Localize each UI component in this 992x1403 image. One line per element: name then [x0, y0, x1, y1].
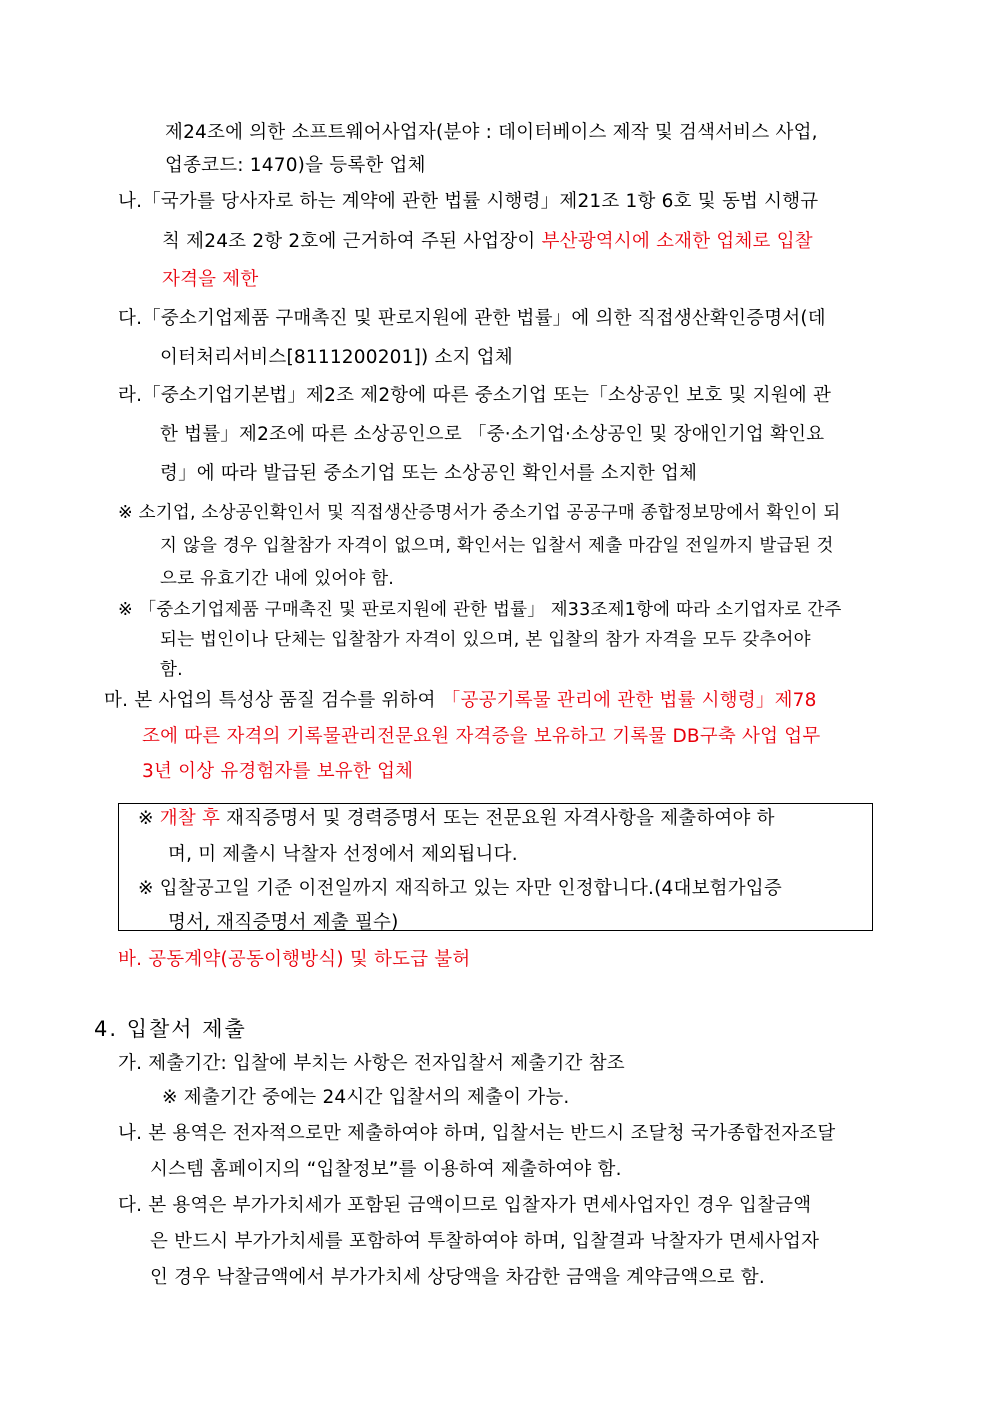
sec4-item-da-line1: 다. 본 용역은 부가가치세가 포함된 금액이므로 입찰자가 면세사업자인 경우 입찰금액: [118, 1195, 812, 1216]
item-na-line2: 칙 제24조 2항 2호에 근거하여 주된 사업장이 부산광역시에 소재한 업체로 입찰: [162, 231, 813, 252]
notice-box-line1: ※ 개찰 후 재직증명서 및 경력증명서 또는 전문요원 자격사항을 제출하여야 하: [138, 808, 775, 829]
item-ra-line3: 령」에 따라 발급된 중소기업 또는 소상공인 확인서를 소지한 업체: [160, 463, 698, 484]
decree-reference-highlight: 「공공기록물 관리에 관한 법률 시행령」제78: [441, 690, 817, 711]
item-ra-line2: 한 법률」제2조에 따른 소상공인으로 「중·소기업·소상공인 및 장애인기업 확인요: [160, 424, 825, 445]
sec4-item-da-line3: 인 경우 낙찰금액에서 부가가치세 상당액을 차감한 금액을 계약금액으로 함.: [150, 1267, 765, 1288]
item-ma-line1: 마. 본 사업의 특성상 품질 검수를 위하여 「공공기록물 관리에 관한 법률 시행령」제78: [104, 690, 817, 711]
note2-line3: 함.: [160, 660, 183, 680]
item-ma-line2: 조에 따른 자격의 기록물관리전문요원 자격증을 보유하고 기록물 DB구축 사업 업무: [142, 726, 821, 747]
notice-box-line2: 며, 미 제출시 낙찰자 선정에서 제외됩니다.: [168, 844, 518, 865]
notice-box-line3: ※ 입찰공고일 기준 이전일까지 재직하고 있는 자만 인정합니다.(4대보험가입증: [138, 878, 782, 899]
item-da-line1: 다.「중소기업제품 구매촉진 및 판로지원에 관한 법률」에 의한 직접생산확인증명서(데: [118, 308, 826, 329]
sec4-item-ga-note: ※ 제출기간 중에는 24시간 입찰서의 제출이 가능.: [162, 1087, 570, 1108]
section-4-heading: 4. 입찰서 제출: [94, 1017, 247, 1041]
sec4-item-ga: 가. 제출기간: 입찰에 부치는 사항은 전자입찰서 제출기간 참조: [118, 1053, 625, 1074]
item-ga-continuation-line2: 업종코드: 1470)을 등록한 업체: [165, 155, 426, 176]
note1-line2: 지 않을 경우 입찰참가 자격이 없으며, 확인서는 입찰서 제출 마감일 전일까지 발급된 것: [160, 536, 834, 556]
note2-line1: ※ 「중소기업제품 구매촉진 및 판로지원에 관한 법률」 제33조제1항에 따라 소기업자로 간주: [118, 600, 842, 620]
item-da-line2: 이터처리서비스[8111200201]) 소지 업체: [160, 347, 513, 368]
after-opening-highlight: 개찰 후: [159, 808, 221, 829]
item-ba: 바. 공동계약(공동이행방식) 및 하도급 불허: [118, 949, 471, 970]
item-ma-line3: 3년 이상 유경험자를 보유한 업체: [142, 761, 414, 782]
sec4-item-na-line2: 시스템 홈페이지의 “입찰정보”를 이용하여 제출하여야 함.: [150, 1159, 622, 1180]
item-ga-continuation-line1: 제24조에 의한 소프트웨어사업자(분야 : 데이터베이스 제작 및 검색서비스 사업,: [165, 122, 818, 143]
item-ra-line1: 라.「중소기업기본법」제2조 제2항에 따른 중소기업 또는「소상공인 보호 및 지원에 관: [118, 385, 832, 406]
notice-box-line4: 명서, 재직증명서 제출 필수): [168, 912, 399, 933]
note2-line2: 되는 법인이나 단체는 입찰참가 자격이 있으며, 본 입찰의 참가 자격을 모두 갖추어야: [160, 630, 811, 650]
note1-line3: 으로 유효기간 내에 있어야 함.: [160, 569, 395, 589]
sec4-item-da-line2: 은 반드시 부가가치세를 포함하여 투찰하여야 하며, 입찰결과 낙찰자가 면세사업자: [150, 1231, 820, 1252]
item-na-line1: 나.「국가를 당사자로 하는 계약에 관한 법률 시행령」제21조 1항 6호 및 동법 시행규: [118, 191, 819, 212]
region-restriction-highlight: 부산광역시에 소재한 업체로 입찰: [541, 231, 813, 252]
note1-line1: ※ 소기업, 소상공인확인서 및 직접생산증명서가 중소기업 공공구매 종합정보망에서 확인이 되: [118, 503, 841, 523]
item-na-line3: 자격을 제한: [162, 269, 259, 290]
sec4-item-na-line1: 나. 본 용역은 전자적으로만 제출하여야 하며, 입찰서는 반드시 조달청 국가종합전자조달: [118, 1123, 836, 1144]
